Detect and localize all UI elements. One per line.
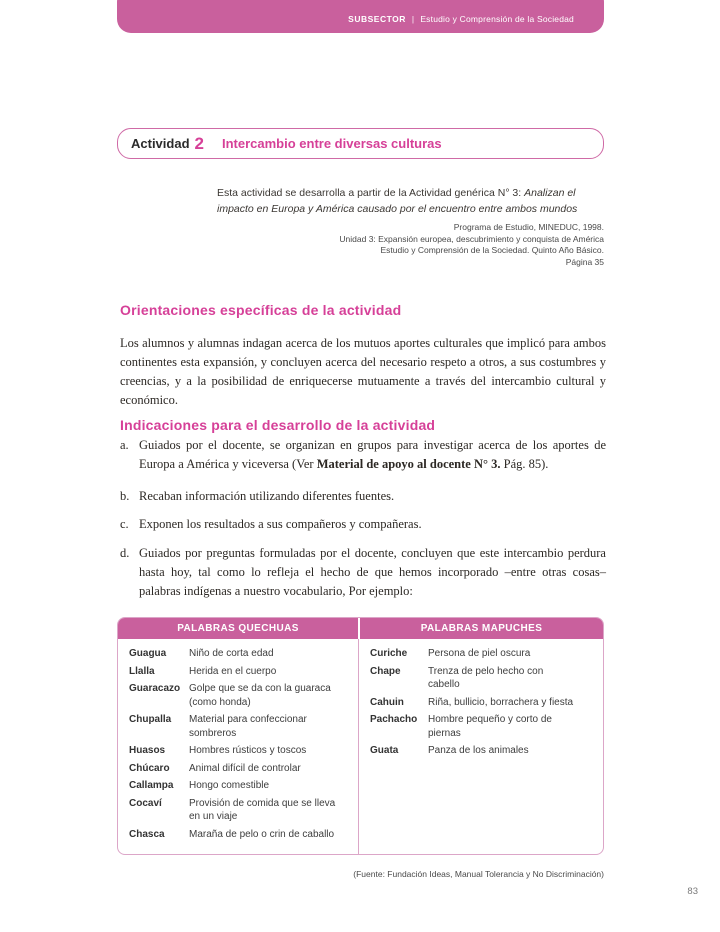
definition: Panza de los animales	[428, 745, 529, 756]
definition: Provisión de comida que se lleva en un viaje	[189, 797, 336, 822]
term: Callampa	[129, 780, 174, 791]
source-note: (Fuente: Fundación Ideas, Manual Tolerancia y No Discriminación)	[353, 869, 604, 879]
term: Guata	[370, 745, 399, 756]
table-row	[370, 665, 595, 692]
table-row	[129, 779, 350, 793]
citation-block	[184, 222, 604, 268]
term: Huasos	[129, 745, 166, 756]
term: Chasca	[129, 828, 165, 840]
term: Llalla	[129, 665, 155, 677]
term: Guaracazo	[129, 683, 181, 694]
definition: Trenza de pelo hecho con cabello	[428, 665, 544, 690]
list-item-c	[120, 515, 606, 534]
activity-label: Actividad	[131, 136, 190, 151]
intro-italic-text: Analizan el impacto en Europa y América causado por el encuentro entre ambos mundos	[217, 186, 578, 215]
term: Chúcaro	[129, 762, 170, 774]
term: Cahuin	[370, 696, 404, 708]
citation-line: Unidad 3: Expansión europea, descubrimiento y conquista de América	[339, 233, 604, 244]
activity-title: Intercambio entre diversas culturas	[221, 136, 442, 151]
list-item-text: Recaban información utilizando diferentes fuentes.	[139, 489, 395, 503]
subsector-banner-text	[348, 14, 574, 24]
definition: Animal difícil de controlar	[189, 762, 301, 774]
definition: Niño de corta edad	[189, 648, 274, 659]
vocabulary-table	[117, 617, 604, 855]
table-row	[129, 797, 350, 824]
definition: Maraña de pelo o crin de caballo	[189, 828, 335, 840]
intro-paragraph	[217, 185, 609, 217]
table-row	[129, 744, 350, 758]
definition: Hombre pequeño y corto de piernas	[428, 714, 552, 739]
list-item-letter: a.	[120, 438, 129, 452]
vocabulary-table-body	[118, 639, 603, 855]
citation-line: Página 35	[565, 256, 604, 267]
indicaciones-heading: Indicaciones para el desarrollo de la actividad	[120, 416, 436, 433]
term: Curiche	[370, 648, 408, 659]
table-row	[370, 647, 595, 661]
subsector-banner	[117, 0, 604, 33]
column-header-quechuas: PALABRAS QUECHUAS	[118, 618, 358, 639]
table-row	[129, 682, 350, 709]
citation-line: Estudio y Comprensión de la Sociedad. Quinto Año Básico.	[380, 245, 604, 255]
column-quechuas	[118, 639, 359, 855]
activity-title-box	[117, 128, 604, 159]
banner-separator: |	[411, 14, 415, 24]
list-item-a	[120, 436, 606, 474]
list-item-text: Guiados por preguntas formuladas por el docente, concluyen que este intercambio perdura hasta hoy, tal como lo refleja el hecho de que hemos incorporado –entre otras cosas– palabras indígenas a nuestro vocabulario, Por ejemplo:	[139, 546, 606, 598]
term: Chape	[370, 665, 401, 677]
list-item-letter: d.	[120, 546, 130, 560]
list-item-letter: c.	[120, 517, 129, 531]
table-row	[129, 713, 350, 740]
term: Pachacho	[370, 714, 418, 725]
definition: Riña, bullicio, borrachera y fiesta	[428, 696, 574, 708]
definition: Persona de piel oscura	[428, 648, 531, 659]
list-item-b	[120, 487, 606, 506]
page-number: 83	[687, 886, 698, 897]
activity-number: 2	[194, 134, 204, 153]
list-item-text-bold: Material de apoyo al docente N° 3.	[316, 457, 501, 471]
column-header-mapuches: PALABRAS MAPUCHES	[360, 618, 603, 639]
table-row	[370, 713, 595, 740]
list-item-d	[120, 544, 606, 601]
term: Chupalla	[129, 714, 172, 725]
list-item-text-pre: Guiados por el docente, se organizan en grupos para investigar acerca de los aportes de Europa a América y viceversa (Ver	[139, 438, 606, 471]
definition: Material para confeccionar sombreros	[189, 714, 307, 739]
definition: Hongo comestible	[189, 780, 270, 791]
intro-normal-text: Esta actividad se desarrolla a partir de la Actividad genérica N° 3:	[217, 186, 525, 199]
table-row	[370, 744, 595, 758]
list-item-text: Exponen los resultados a sus compañeros y compañeras.	[139, 517, 422, 531]
vocabulary-table-header	[118, 618, 603, 639]
definition: Hombres rústicos y toscos	[189, 745, 307, 756]
table-row	[129, 762, 350, 776]
subsector-label: SUBSECTOR	[348, 14, 406, 24]
term: Guagua	[129, 648, 167, 659]
table-row	[129, 647, 350, 661]
term: Cocaví	[129, 797, 162, 809]
definition: Golpe que se da con la guaraca (como honda)	[189, 683, 331, 708]
definition: Herida en el cuerpo	[189, 665, 277, 677]
subsector-subject: Estudio y Comprensión de la Sociedad	[420, 14, 574, 24]
orientaciones-paragraph: Los alumnos y alumnas indagan acerca de los mutuos aportes culturales que implicó para ambos continentes esta expansión, y concluyen acerca del necesario respeto a otros, a sus costumbres y creencias, y a la posibilidad de enriquecerse mutuamente a través del intercambio cultural y económico.	[120, 335, 606, 407]
orientaciones-heading: Orientaciones específicas de la actividad	[120, 301, 402, 318]
table-row	[129, 828, 350, 842]
list-item-text-post: Pág. 85).	[500, 457, 549, 471]
list-item-letter: b.	[120, 489, 130, 503]
citation-line: Programa de Estudio, MINEDUC, 1998.	[453, 222, 604, 232]
column-mapuches	[359, 639, 603, 855]
table-row	[370, 696, 595, 710]
table-row	[129, 665, 350, 679]
list-item-text	[139, 436, 606, 474]
